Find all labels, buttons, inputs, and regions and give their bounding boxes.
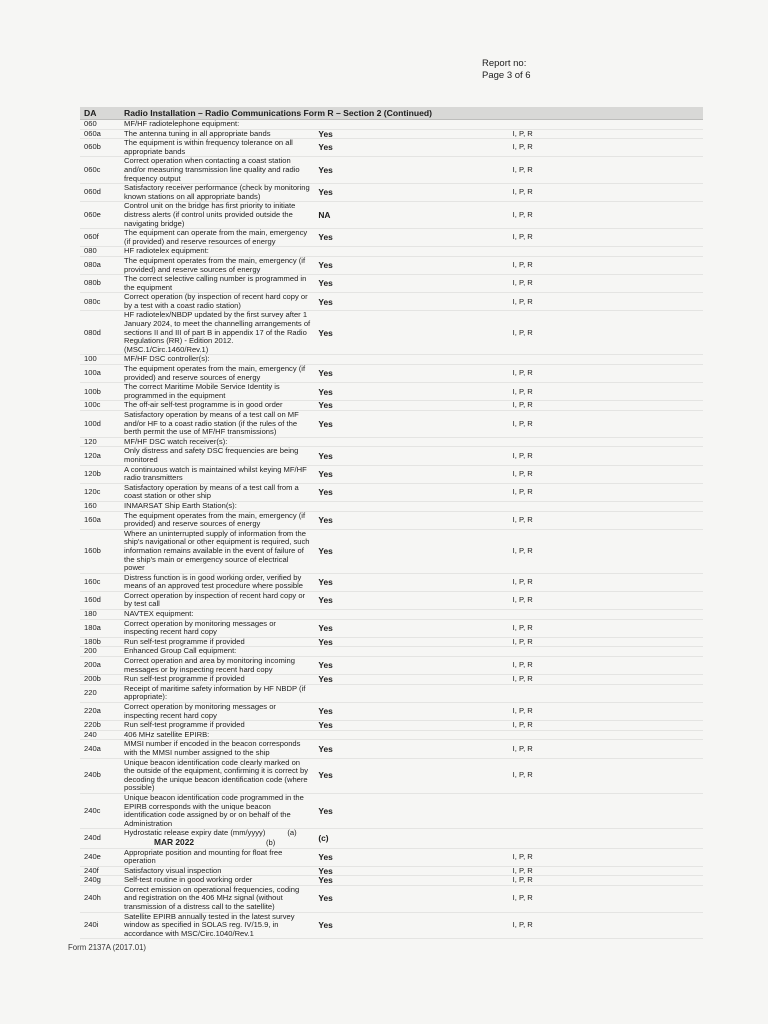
row-survey-type: I, P, R bbox=[509, 912, 703, 939]
row-survey-type: I, P, R bbox=[509, 657, 703, 675]
row-description: MF/HF DSC watch receiver(s): bbox=[120, 437, 314, 447]
row-status: Yes bbox=[314, 256, 508, 274]
row-description: HF radiotelex/NBDP updated by the first survey after 1 January 2024, to meet the channelling arrangements of sections II and III of part B in appendix 17 of the Radio Regulations (RR) - Edition 2012. (MSC.1/Circ.1460/Rev.1) bbox=[120, 311, 314, 355]
row-status: Yes bbox=[314, 139, 508, 157]
row-description: Enhanced Group Call equipment: bbox=[120, 647, 314, 657]
row-description: Receipt of maritime safety information by HF NBDP (if appropriate): bbox=[120, 684, 314, 702]
row-survey-type bbox=[509, 793, 703, 828]
row-status: Yes bbox=[314, 129, 508, 139]
row-code: 180b bbox=[80, 637, 120, 647]
row-status: Yes bbox=[314, 365, 508, 383]
row-survey-type: I, P, R bbox=[509, 703, 703, 721]
row-status: Yes bbox=[314, 293, 508, 311]
row-description: Run self-test programme if provided bbox=[120, 675, 314, 685]
table-row bbox=[80, 184, 703, 202]
table-row bbox=[80, 311, 703, 355]
row-description: Correct operation and area by monitoring incoming messages or by inspecting recent hard copy bbox=[120, 657, 314, 675]
row-code: 200a bbox=[80, 657, 120, 675]
row-status: Yes bbox=[314, 675, 508, 685]
row-description: Satisfactory operation by means of a test call from a coast station or other ship bbox=[120, 483, 314, 501]
row-status: Yes bbox=[314, 740, 508, 758]
row-code: 120c bbox=[80, 483, 120, 501]
row-survey-type: I, P, R bbox=[509, 129, 703, 139]
row-description: Correct emission on operational frequencies, coding and registration on the 406 MHz signal (without transmission of a distress call to the satellite) bbox=[120, 885, 314, 912]
page-label: Page 3 of 6 bbox=[482, 70, 531, 81]
table-title: Radio Installation – Radio Communications Form R – Section 2 (Continued) bbox=[120, 107, 703, 120]
row-survey-type: I, P, R bbox=[509, 383, 703, 401]
row-survey-type: I, P, R bbox=[509, 157, 703, 184]
row-code: 100d bbox=[80, 411, 120, 438]
row-code: 060b bbox=[80, 139, 120, 157]
row-survey-type: I, P, R bbox=[509, 848, 703, 866]
row-survey-type: I, P, R bbox=[509, 447, 703, 465]
row-status bbox=[314, 247, 508, 257]
row-description: Unique beacon identification code programmed in the EPIRB corresponds with the unique beacon identification code assigned by or on behalf of the Administration bbox=[120, 793, 314, 828]
row-status bbox=[314, 647, 508, 657]
row-code: 060e bbox=[80, 202, 120, 229]
row-status: Yes bbox=[314, 311, 508, 355]
table-row bbox=[80, 793, 703, 828]
row-status: Yes bbox=[314, 848, 508, 866]
row-status: Yes bbox=[314, 866, 508, 876]
row-code: 160a bbox=[80, 511, 120, 529]
table-row bbox=[80, 365, 703, 383]
row-description: Where an uninterrupted supply of information from the ship's navigational or other equipment is required, such information remains available in the event of failure of the ship's main or emergency source of electrical power bbox=[120, 529, 314, 573]
report-meta bbox=[482, 58, 531, 82]
row-status: Yes bbox=[314, 876, 508, 886]
row-description: The antenna tuning in all appropriate bands bbox=[120, 129, 314, 139]
row-survey-type: I, P, R bbox=[509, 529, 703, 573]
row-status: Yes bbox=[314, 912, 508, 939]
row-code: 120a bbox=[80, 447, 120, 465]
row-code: 160 bbox=[80, 501, 120, 511]
row-survey-type: I, P, R bbox=[509, 876, 703, 886]
row-status: Yes bbox=[314, 885, 508, 912]
row-code: 240g bbox=[80, 876, 120, 886]
row-code: 080b bbox=[80, 275, 120, 293]
row-survey-type: I, P, R bbox=[509, 758, 703, 793]
section-row bbox=[80, 610, 703, 620]
row-status bbox=[314, 684, 508, 702]
row-status: Yes bbox=[314, 383, 508, 401]
report-no-label: Report no: bbox=[482, 58, 527, 69]
row-description: The equipment operates from the main, emergency (if provided) and reserve sources of energy bbox=[120, 256, 314, 274]
row-status: Yes bbox=[314, 184, 508, 202]
row-code: 240e bbox=[80, 848, 120, 866]
row-survey-type: I, P, R bbox=[509, 293, 703, 311]
row-survey-type bbox=[509, 684, 703, 702]
row-description: A continuous watch is maintained whilst keying MF/HF radio transmitters bbox=[120, 465, 314, 483]
row-description: 406 MHz satellite EPIRB: bbox=[120, 730, 314, 740]
table-row bbox=[80, 256, 703, 274]
row-code: 240b bbox=[80, 758, 120, 793]
row-description: Correct operation by inspection of recent hard copy or by test call bbox=[120, 591, 314, 609]
row-description: MMSI number if encoded in the beacon corresponds with the MMSI number assigned to the ship bbox=[120, 740, 314, 758]
table-row bbox=[80, 511, 703, 529]
row-survey-type: I, P, R bbox=[509, 229, 703, 247]
row-status: Yes bbox=[314, 157, 508, 184]
row-code: 160c bbox=[80, 573, 120, 591]
row-description: INMARSAT Ship Earth Station(s): bbox=[120, 501, 314, 511]
table-row bbox=[80, 619, 703, 637]
table-row bbox=[80, 573, 703, 591]
row-survey-type: I, P, R bbox=[509, 202, 703, 229]
row-status: Yes bbox=[314, 703, 508, 721]
row-code: 100c bbox=[80, 401, 120, 411]
row-description: Correct operation by monitoring messages or inspecting recent hard copy bbox=[120, 703, 314, 721]
row-code: 240d bbox=[80, 829, 120, 848]
row-survey-type: I, P, R bbox=[509, 139, 703, 157]
table-row bbox=[80, 876, 703, 886]
table-row bbox=[80, 703, 703, 721]
table-row bbox=[80, 740, 703, 758]
row-code: 100a bbox=[80, 365, 120, 383]
form-id: Form 2137A (2017.01) bbox=[68, 943, 147, 952]
table-row bbox=[80, 848, 703, 866]
row-description: Run self-test programme if provided bbox=[120, 637, 314, 647]
row-code: 080 bbox=[80, 247, 120, 257]
row-description: MF/HF radiotelephone equipment: bbox=[120, 120, 314, 130]
row-survey-type bbox=[509, 501, 703, 511]
table-row bbox=[80, 758, 703, 793]
row-code: 220a bbox=[80, 703, 120, 721]
row-survey-type: I, P, R bbox=[509, 256, 703, 274]
row-description: Satellite EPIRB annually tested in the latest survey window as specified in SOLAS reg. IV/15.9, in accordance with MSC/Circ.1040/Rev.1 bbox=[120, 912, 314, 939]
table-row bbox=[80, 411, 703, 438]
row-code: 080a bbox=[80, 256, 120, 274]
row-survey-type bbox=[509, 829, 703, 848]
row-status: Yes bbox=[314, 591, 508, 609]
row-survey-type: I, P, R bbox=[509, 866, 703, 876]
row-description: The correct Maritime Mobile Service Identity is programmed in the equipment bbox=[120, 383, 314, 401]
row-code: 200b bbox=[80, 675, 120, 685]
row-status: Yes bbox=[314, 401, 508, 411]
row-status: Yes bbox=[314, 229, 508, 247]
section-row bbox=[80, 247, 703, 257]
row-code: 200 bbox=[80, 647, 120, 657]
table-row bbox=[80, 229, 703, 247]
column-header-da: DA bbox=[80, 107, 120, 120]
row-description: Control unit on the bridge has first priority to initiate distress alerts (if control units provided outside the navigating bridge) bbox=[120, 202, 314, 229]
row-description: The correct selective calling number is programmed in the equipment bbox=[120, 275, 314, 293]
row-description: Run self-test programme if provided bbox=[120, 721, 314, 731]
row-survey-type: I, P, R bbox=[509, 465, 703, 483]
row-description bbox=[120, 829, 314, 848]
row-description: NAVTEX equipment: bbox=[120, 610, 314, 620]
row-survey-type bbox=[509, 120, 703, 130]
row-description: The equipment operates from the main, emergency (if provided) and reserve sources of energy bbox=[120, 365, 314, 383]
row-code: 120 bbox=[80, 437, 120, 447]
row-status: Yes bbox=[314, 657, 508, 675]
table-row bbox=[80, 529, 703, 573]
row-code: 240a bbox=[80, 740, 120, 758]
row-survey-type: I, P, R bbox=[509, 411, 703, 438]
table-row bbox=[80, 675, 703, 685]
row-description: Self-test routine in good working order bbox=[120, 876, 314, 886]
expiry-label-a: (a) bbox=[287, 828, 297, 838]
row-description: Only distress and safety DSC frequencies are being monitored bbox=[120, 447, 314, 465]
row-status: Yes bbox=[314, 447, 508, 465]
row-code: 060a bbox=[80, 129, 120, 139]
expiry-value-a: MAR 2022 bbox=[154, 836, 195, 847]
row-description: HF radiotelex equipment: bbox=[120, 247, 314, 257]
row-description: MF/HF DSC controller(s): bbox=[120, 355, 314, 365]
row-status bbox=[314, 501, 508, 511]
row-code: 240f bbox=[80, 866, 120, 876]
row-code: 120b bbox=[80, 465, 120, 483]
row-code: 060d bbox=[80, 184, 120, 202]
table-row bbox=[80, 912, 703, 939]
row-survey-type: I, P, R bbox=[509, 675, 703, 685]
row-status: Yes bbox=[314, 511, 508, 529]
row-survey-type bbox=[509, 647, 703, 657]
row-description: Correct operation when contacting a coast station and/or measuring transmission line quality and radio frequency output bbox=[120, 157, 314, 184]
row-status: Yes bbox=[314, 465, 508, 483]
table-header-row bbox=[80, 107, 703, 120]
row-code: 080d bbox=[80, 311, 120, 355]
row-survey-type: I, P, R bbox=[509, 573, 703, 591]
row-status: Yes bbox=[314, 758, 508, 793]
section-row bbox=[80, 501, 703, 511]
table-row-expiry bbox=[80, 829, 703, 848]
table-row bbox=[80, 591, 703, 609]
row-description: Correct operation by monitoring messages or inspecting recent hard copy bbox=[120, 619, 314, 637]
table-row bbox=[80, 721, 703, 731]
table-row bbox=[80, 275, 703, 293]
row-survey-type: I, P, R bbox=[509, 740, 703, 758]
table-row bbox=[80, 483, 703, 501]
row-description: Satisfactory operation by means of a test call on MF and/or HF to a coast radio station (if the rules of the berth permit the use of MF/HF transmissions) bbox=[120, 411, 314, 438]
row-status bbox=[314, 730, 508, 740]
row-code: 100b bbox=[80, 383, 120, 401]
row-code: 240 bbox=[80, 730, 120, 740]
row-code: 100 bbox=[80, 355, 120, 365]
row-status: Yes bbox=[314, 483, 508, 501]
row-status bbox=[314, 437, 508, 447]
row-code: 060f bbox=[80, 229, 120, 247]
row-code: 160d bbox=[80, 591, 120, 609]
row-code: 080c bbox=[80, 293, 120, 311]
row-status: Yes bbox=[314, 793, 508, 828]
row-code: 180a bbox=[80, 619, 120, 637]
expiry-label-c: (c) bbox=[314, 829, 508, 848]
row-description: Distress function is in good working order, verified by means of an approved test procedure where possible bbox=[120, 573, 314, 591]
row-survey-type: I, P, R bbox=[509, 401, 703, 411]
row-description: Correct operation (by inspection of recent hard copy or by a test with a coast radio station) bbox=[120, 293, 314, 311]
row-status: Yes bbox=[314, 637, 508, 647]
row-survey-type: I, P, R bbox=[509, 637, 703, 647]
row-survey-type bbox=[509, 247, 703, 257]
row-survey-type: I, P, R bbox=[509, 885, 703, 912]
row-status: Yes bbox=[314, 573, 508, 591]
row-survey-type: I, P, R bbox=[509, 511, 703, 529]
row-survey-type: I, P, R bbox=[509, 365, 703, 383]
table-row bbox=[80, 465, 703, 483]
row-description: Appropriate position and mounting for float free operation bbox=[120, 848, 314, 866]
row-description: Satisfactory visual inspection bbox=[120, 866, 314, 876]
row-survey-type bbox=[509, 437, 703, 447]
row-status: Yes bbox=[314, 529, 508, 573]
row-survey-type bbox=[509, 355, 703, 365]
row-code: 220 bbox=[80, 684, 120, 702]
row-code: 060 bbox=[80, 120, 120, 130]
table-row bbox=[80, 447, 703, 465]
row-survey-type: I, P, R bbox=[509, 591, 703, 609]
expiry-label: Hydrostatic release expiry date (mm/yyyy) bbox=[124, 828, 266, 838]
row-survey-type: I, P, R bbox=[509, 311, 703, 355]
row-status bbox=[314, 355, 508, 365]
row-survey-type: I, P, R bbox=[509, 275, 703, 293]
row-survey-type: I, P, R bbox=[509, 721, 703, 731]
table-row bbox=[80, 202, 703, 229]
row-survey-type: I, P, R bbox=[509, 619, 703, 637]
table-row bbox=[80, 657, 703, 675]
row-status bbox=[314, 120, 508, 130]
row-description: The off-air self-test programme is in good order bbox=[120, 401, 314, 411]
row-code: 180 bbox=[80, 610, 120, 620]
row-status: Yes bbox=[314, 275, 508, 293]
section-row bbox=[80, 684, 703, 702]
row-survey-type bbox=[509, 610, 703, 620]
row-status: Yes bbox=[314, 619, 508, 637]
row-status: Yes bbox=[314, 721, 508, 731]
row-description: Unique beacon identification code clearly marked on the outside of the equipment, confirming it is correct by decoding the unique beacon identification code (where possible) bbox=[120, 758, 314, 793]
table-row bbox=[80, 157, 703, 184]
row-code: 160b bbox=[80, 529, 120, 573]
row-code: 240h bbox=[80, 885, 120, 912]
row-status bbox=[314, 610, 508, 620]
row-description: The equipment is within frequency tolerance on all appropriate bands bbox=[120, 139, 314, 157]
expiry-label-b: (b) bbox=[266, 837, 276, 847]
row-code: 220b bbox=[80, 721, 120, 731]
table-row bbox=[80, 293, 703, 311]
row-status: Yes bbox=[314, 411, 508, 438]
table-row bbox=[80, 383, 703, 401]
table-row bbox=[80, 139, 703, 157]
row-description: The equipment can operate from the main, emergency (if provided) and reserve resources of energy bbox=[120, 229, 314, 247]
row-survey-type: I, P, R bbox=[509, 483, 703, 501]
row-code: 060c bbox=[80, 157, 120, 184]
row-description: The equipment operates from the main, emergency (if provided) and reserve sources of energy bbox=[120, 511, 314, 529]
section-row bbox=[80, 120, 703, 130]
row-code: 240c bbox=[80, 793, 120, 828]
radio-survey-table bbox=[80, 107, 703, 939]
row-code: 240i bbox=[80, 912, 120, 939]
row-survey-type bbox=[509, 730, 703, 740]
row-survey-type: I, P, R bbox=[509, 184, 703, 202]
row-status: NA bbox=[314, 202, 508, 229]
row-description: Satisfactory receiver performance (check by monitoring known stations on all appropriate bands) bbox=[120, 184, 314, 202]
table-row bbox=[80, 885, 703, 912]
